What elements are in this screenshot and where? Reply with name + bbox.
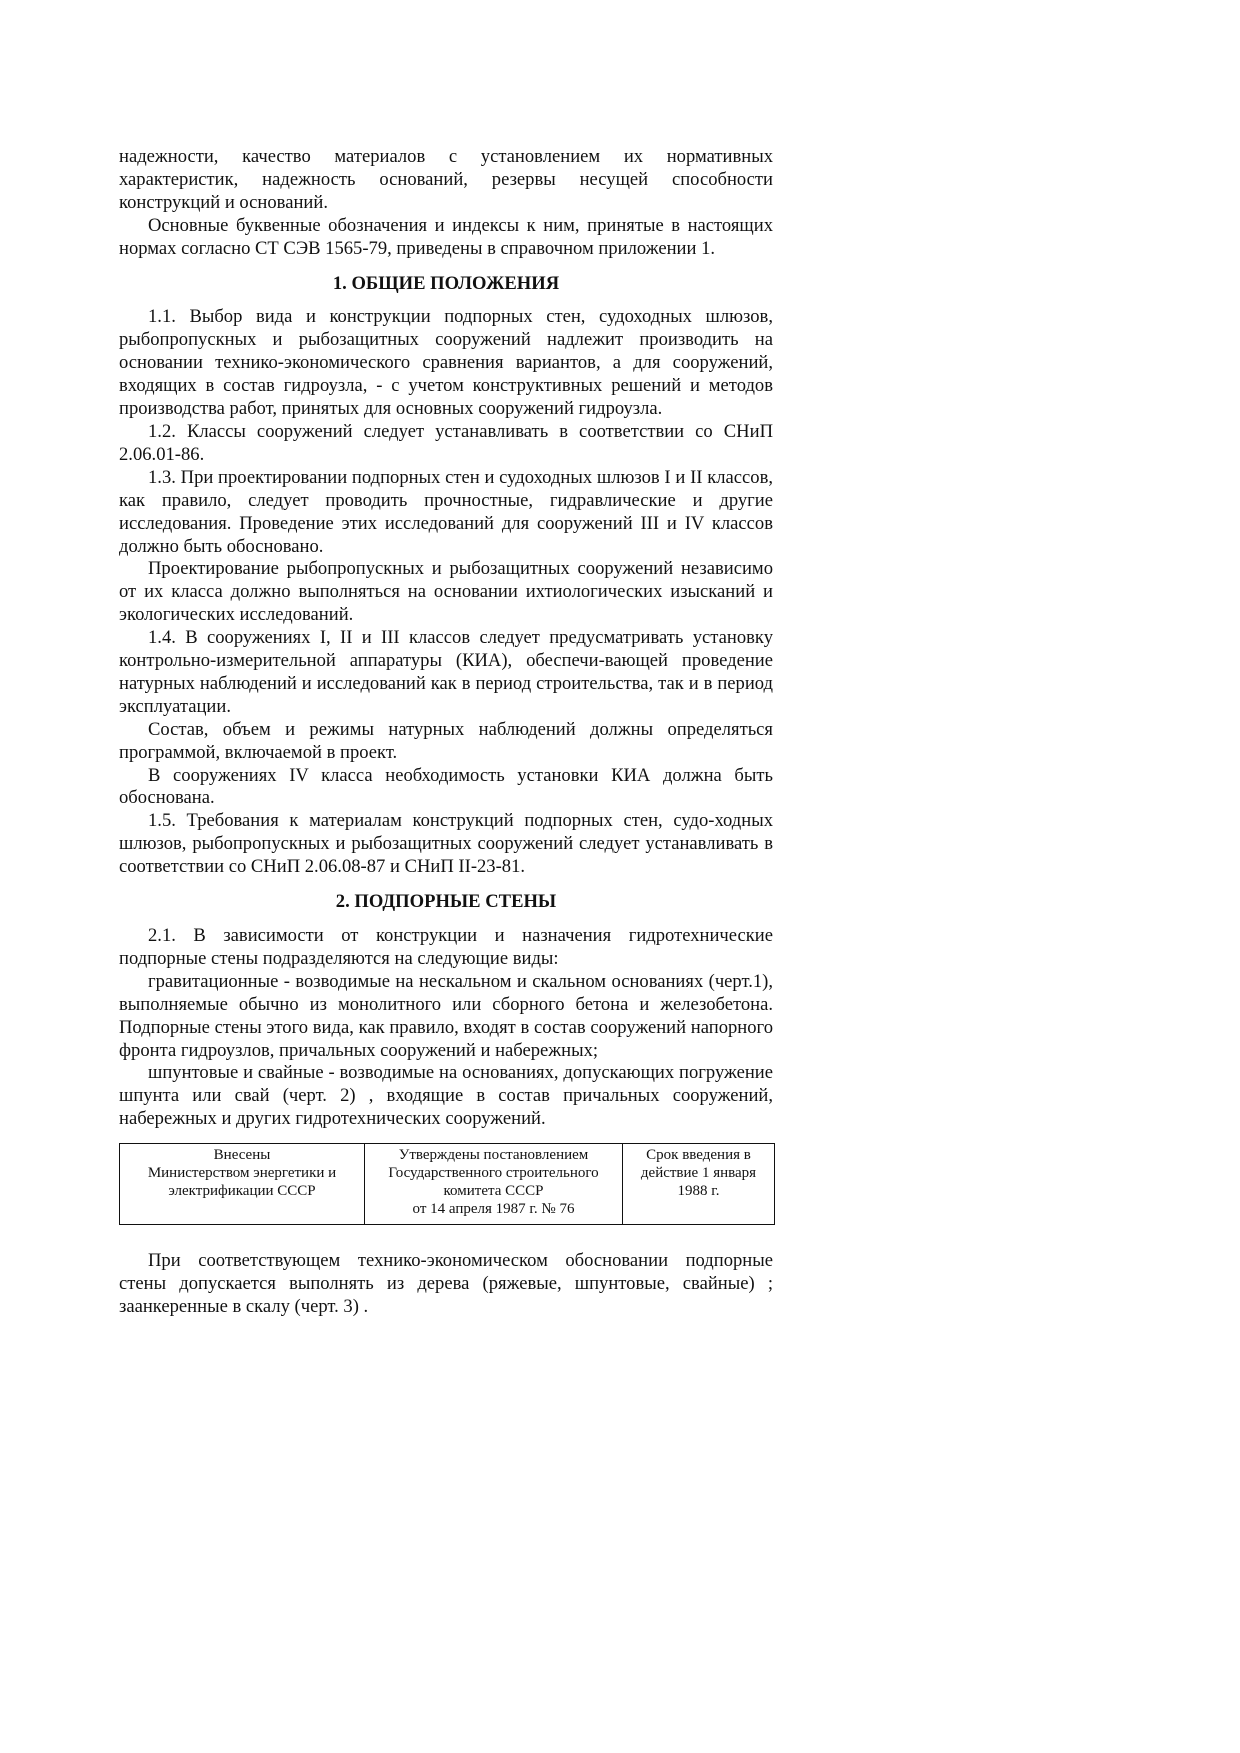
section-1-paragraph: 1.3. При проектировании подпорных стен и судоходных шлюзов I и II классов, как правило, следует проводить прочностные, гидравлические и другие исследования. Проведение этих исследований для сооружений III и IV классов должно быть обосновано. <box>119 466 773 557</box>
section-2-paragraph-after-table: При соответствующем технико-экономическом обосновании подпорные стены допускается выполнять из дерева (ряжевые, шпунтовые, свайные) ; заанкеренные в скалу (черт. 3) . <box>119 1250 773 1317</box>
section-1-paragraph: 1.5. Требования к материалам конструкций подпорных стен, судо-ходных шлюзов, рыбопропускных и рыбозащитных сооружений следует устанавливать в соответствии со СНиП 2.06.08-87 и СНиП II-23-81. <box>119 810 773 878</box>
introduced-by-cell <box>120 1144 365 1225</box>
effective-line: 1988 г. <box>677 1183 720 1200</box>
approved-by-cell <box>365 1144 623 1225</box>
introduced-line: Министерством энергетики и <box>147 1165 337 1182</box>
section-1-paragraph: 1.1. Выбор вида и конструкции подпорных стен, судоходных шлюзов, рыбопропускных и рыбозащитных сооружений надлежит производить на основании технико-экономического сравнения вариантов, а для сооружений, входящих в состав гидроузла, - с учетом конструктивных решений и методов производства работ, принятых для основных сооружений гидроузла. <box>119 306 773 420</box>
approved-line: Утверждены постановлением <box>398 1147 589 1164</box>
intro-paragraph-continued: надежности, качество материалов с установлением их нормативных характеристик, надежность оснований, резервы несущей способности конструкций и оснований. <box>119 146 773 213</box>
introduced-line: Внесены <box>213 1147 271 1164</box>
approved-line: от 14 апреля 1987 г. № 76 <box>412 1201 575 1218</box>
section-2-paragraph: шпунтовые и свайные - возводимые на основаниях, допускающих погружение шпунта или свай (черт. 2) , входящие в состав причальных сооружений, набережных и других гидротехнических сооружений. <box>119 1062 773 1130</box>
approved-line: Государственного строительного <box>388 1165 599 1182</box>
section-1-paragraph: Состав, объем и режимы натурных наблюдений должны определяться программой, включаемой в проект. <box>119 718 773 763</box>
effective-line: Срок введения в <box>646 1147 751 1164</box>
approval-info-table <box>119 1143 775 1225</box>
section-1-title: 1. ОБЩИЕ ПОЛОЖЕНИЯ <box>332 272 560 294</box>
introduced-line: электрификации СССР <box>168 1183 316 1200</box>
approved-line: комитета СССР <box>443 1183 544 1200</box>
document-page <box>119 146 773 1319</box>
section-1-paragraph: 1.4. В сооружениях I, II и III классов следует предусматривать установку контрольно-измерительной аппаратуры (КИА), обеспечи-вающей проведение натурных наблюдений и исследований как в период строительства, так и в период эксплуатации. <box>119 627 773 717</box>
section-1-paragraph: 1.2. Классы сооружений следует устанавливать в соответствии со СНиП 2.06.01-86. <box>119 420 773 465</box>
table-row <box>120 1144 775 1225</box>
section-1-paragraph: В сооружениях IV класса необходимость установки КИА должна быть обоснована. <box>119 764 773 809</box>
section-2-title: 2. ПОДПОРНЫЕ СТЕНЫ <box>335 891 557 913</box>
section-2-paragraph: гравитационные - возводимые на нескальном и скальном основаниях (черт.1), выполняемые обычно из монолитного или сборного бетона и железобетона. Подпорные стены этого вида, как правило, входят в состав сооружений напорного фронта гидроузлов, причальных сооружений и набережных; <box>119 970 773 1061</box>
effective-line: действие 1 января <box>640 1165 757 1182</box>
section-1-paragraph: Проектирование рыбопропускных и рыбозащитных сооружений независимо от их класса должно выполняться на основании ихтиологических изысканий и экологических исследований. <box>119 558 773 626</box>
section-2-paragraph: 2.1. В зависимости от конструкции и назначения гидротехнические подпорные стены подразделяются на следующие виды: <box>119 925 773 969</box>
intro-paragraph-notation: Основные буквенные обозначения и индексы к ним, принятые в настоящих нормах согласно СТ СЭВ 1565-79, приведены в справочном приложении 1. <box>119 214 773 259</box>
effective-date-cell <box>623 1144 775 1225</box>
